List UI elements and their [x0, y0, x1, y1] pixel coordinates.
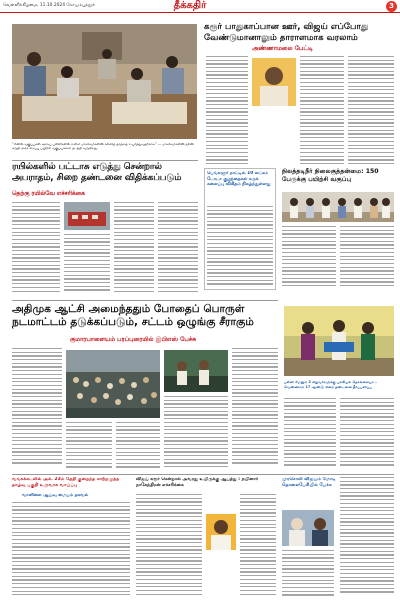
railway-story-subhead: தெற்கு ரயில்வே எச்சரிக்கை: [12, 191, 85, 197]
railway-story-col2: [64, 234, 110, 297]
admk-story-headline: அதிமுக ஆட்சி அமைந்ததும் போதைப் பொருள் நடமாட்டம் தடுக்கப்படும், சட்டம் ஒழுங்கு சீராகும்: [12, 303, 254, 328]
admk-story-col1: [12, 348, 62, 470]
modi-story-col1: [282, 550, 334, 600]
railway-story-col3: [114, 202, 154, 297]
section-divider: [12, 474, 394, 475]
railway-story-col4: [158, 202, 198, 297]
awards-story-col2: [340, 398, 394, 470]
stage-leaders-photo: [164, 350, 228, 392]
railway-story-headline: ரயில்களில் பட்டாசு எடுத்து சென்றால் அபராதம், சிறை தண்டனை விதிக்கப்படும்: [12, 162, 182, 183]
admk-story-col4: [116, 422, 160, 470]
railway-story-col1: [12, 202, 60, 297]
annamalai-photo: [252, 58, 296, 106]
train-photo: [64, 202, 110, 230]
admk-story-col2: [164, 396, 228, 470]
award-photo-caption: பள்ளி மேலும் 2 சிறுவர்களுக்கு பாலியல் தொல்லையா – வெண்ணாம் 17 ஆண்டு சிறை தண்டனை தீர்ப்பளிப்பு: [284, 380, 377, 389]
vijay-story-col1: [206, 56, 248, 166]
group-photo: [282, 192, 394, 222]
modi-story-headline: முரசொலி விஜயம் மோடி தொலைபேசியில் பேச்சு: [282, 477, 336, 488]
weather-story-body: [12, 502, 130, 600]
section-divider: [12, 300, 278, 301]
nainar-story-col2: [240, 494, 276, 600]
newspaper-logo: தீக்கதிர்: [173, 0, 207, 11]
vijay-story-subhead: அண்ணாமலை பேட்டி: [252, 45, 313, 52]
nainar-portrait-photo: [206, 514, 236, 550]
sidebox-title: பெங்களூர் நாட்டில் 10 லட்சம் டோடா குழந்தைகள் கருக் கலைப்பு விகிதம் நிகழ்ந்துள்ளது: [207, 171, 271, 188]
nainar-story-headline: விஜய் கரூர் சென்றால் அவரது உயிருக்கு ஆபத்து : நயினார் நாகேந்திரன் எச்சரிக்கை: [136, 477, 259, 488]
training-story-headline: நிலத்தடிநீர் நிலைகுத்தன்மை: 150 பேருக்கு பயிற்சி வகுப்பு: [282, 168, 379, 183]
vijay-story-headline: கரூர் பாதுகாப்பான ஊர், விஜய் எப்போது வேண்டுமானாலும் தாராளமாக வரலாம்: [204, 22, 369, 43]
top-photo-caption: ‘‘எனில் வகுப்புகள் அரசுப் பள்ளிகளில் உள்ள மாணவர்களின் கல்வித் தரத்தை உயர்த்துவதற்காக’’ — மாணவர்களின் நலன் கருதி அரசு சிறப்பு பயிற்சி வகுப்புகளை நடத்தி வருகிறது.: [12, 142, 194, 151]
page-number-badge: 3: [386, 1, 397, 12]
weather-story-headline: வங்கக்கடலில் அக். 23ம் தேதி குறைந்த காற்றழுத்த தாழ்வு பகுதி உருவாக வாய்ப்பு: [12, 477, 120, 488]
training-story-col2: [340, 226, 394, 290]
modi-portrait-photo: [282, 510, 334, 546]
admk-story-col5: [232, 348, 278, 470]
date-line: வெள்ளிக்கிழமை, 11.10.2024 கோயம்புத்தூர்: [3, 3, 95, 8]
nainar-story-col1: [136, 494, 202, 600]
admk-story-subhead: குமாரபாளையம் பரப்புரையில் இபிஎஸ் பேச்சு: [70, 336, 197, 343]
award-ceremony-photo: [284, 306, 394, 376]
students-exam-photo: [12, 24, 197, 139]
masthead: [0, 0, 400, 13]
vijay-story-col3: [348, 56, 394, 166]
sidebox-body: [207, 206, 273, 288]
weather-story-subhead: வானிலை ஆய்வு மையம் தகவல்: [22, 493, 89, 498]
admk-story-col3: [66, 422, 112, 470]
section-divider: [12, 160, 198, 161]
training-story-col1: [282, 226, 336, 290]
modi-story-col2: [340, 477, 394, 600]
awards-story-col1: [284, 398, 336, 470]
rally-crowd-photo: [66, 350, 160, 418]
vijay-story-col2: [300, 56, 344, 166]
